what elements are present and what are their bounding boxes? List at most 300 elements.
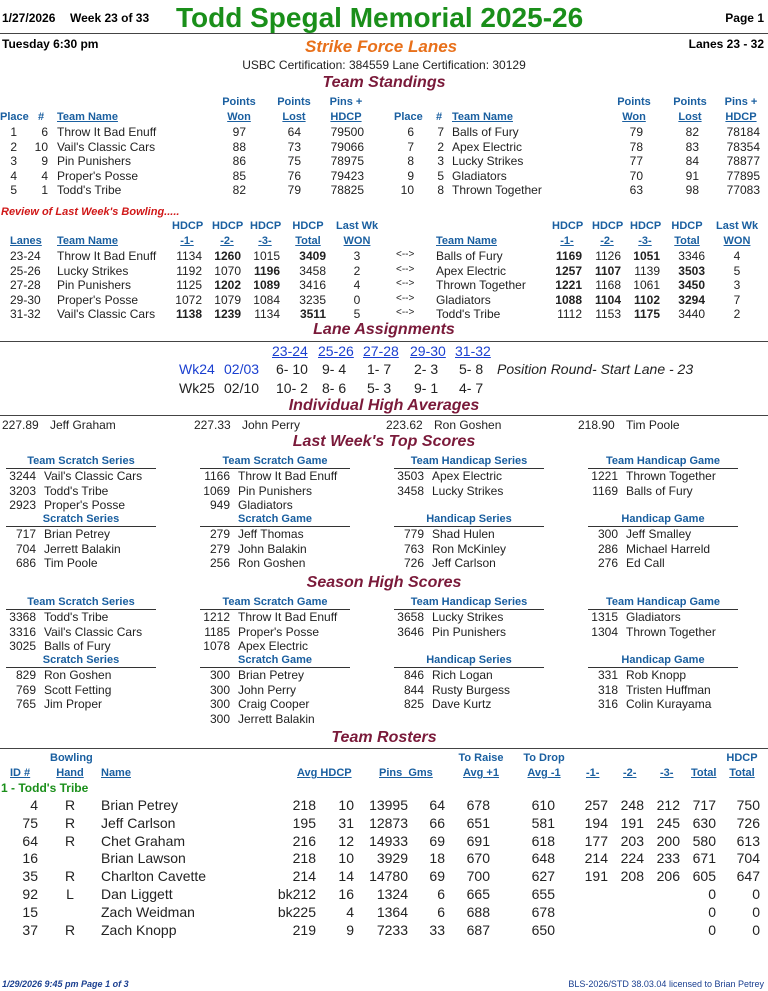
standing-pins: 77083 bbox=[726, 183, 760, 197]
review-team: Gladiators bbox=[436, 292, 491, 307]
col-team-name-2: Team Name bbox=[452, 111, 513, 123]
review-game: 1125 bbox=[176, 278, 202, 292]
report-date: 1/27/2026 bbox=[2, 11, 56, 25]
col-label: Pins + bbox=[724, 96, 758, 108]
review-col-top: HDCP bbox=[592, 220, 624, 232]
review-col-top: HDCP bbox=[671, 220, 703, 232]
bowler-handicap: 10 bbox=[338, 797, 354, 813]
score-value: 825 bbox=[403, 697, 424, 711]
rosters-title: Team Rosters bbox=[331, 729, 437, 746]
score-value: 949 bbox=[209, 498, 230, 512]
review-game: 1134 bbox=[254, 307, 280, 321]
score-value: 3503 bbox=[397, 469, 424, 483]
review-team: Pin Punishers bbox=[57, 278, 132, 292]
col-label: Points bbox=[617, 96, 651, 108]
score-value: 1166 bbox=[204, 469, 230, 483]
bowler-hdcp-total: 750 bbox=[736, 797, 760, 813]
col-hand: Hand bbox=[56, 767, 84, 779]
score-value: 763 bbox=[403, 541, 424, 556]
col-label: Points bbox=[222, 96, 256, 108]
standing-place: 1 bbox=[10, 125, 17, 139]
bowler-id: 37 bbox=[22, 921, 38, 938]
standing-won: 97 bbox=[232, 125, 246, 139]
bowler-total: 0 bbox=[708, 886, 716, 902]
review-game: 1169 bbox=[555, 249, 582, 263]
high-average-name: John Perry bbox=[242, 418, 301, 432]
review-title: Review of Last Week's Bowling..... bbox=[1, 206, 180, 218]
review-total: 3503 bbox=[678, 263, 705, 278]
high-average-name: Tim Poole bbox=[626, 418, 680, 432]
col-game3: -3- bbox=[660, 767, 674, 779]
score-name: Ron Goshen bbox=[44, 668, 112, 682]
bowler-pins: 13995 bbox=[369, 797, 408, 813]
review-team: Apex Electric bbox=[436, 263, 507, 278]
standing-won: 70 bbox=[629, 168, 643, 183]
score-name: Proper's Posse bbox=[44, 498, 125, 512]
review-col-bottom: WON bbox=[343, 235, 371, 247]
lane-pair-header: 23-24 bbox=[272, 343, 308, 359]
bowler-id: 64 bbox=[22, 832, 38, 849]
col-hdcp: HDCP bbox=[726, 752, 758, 764]
review-lanes: 29-30 bbox=[10, 292, 41, 307]
certification-line: USBC Certification: 384559 Lane Certification: 30129 bbox=[242, 58, 526, 72]
bowler-id: 35 bbox=[22, 868, 38, 885]
score-name: Vail's Classic Cars bbox=[44, 624, 143, 639]
score-name: Apex Electric bbox=[432, 469, 503, 483]
review-total: 3294 bbox=[678, 292, 705, 307]
standing-lost: 76 bbox=[287, 168, 301, 183]
review-col-top: HDCP bbox=[630, 220, 662, 232]
bowler-games: 6 bbox=[437, 903, 445, 920]
standing-won: 82 bbox=[232, 183, 246, 197]
bowler-total: 717 bbox=[692, 797, 716, 813]
bowler-id: 75 bbox=[22, 814, 38, 831]
bowler-game3: 212 bbox=[656, 797, 680, 813]
bowler-to-drop: 650 bbox=[531, 921, 555, 938]
bowler-total: 580 bbox=[692, 832, 716, 849]
score-name: Pin Punishers bbox=[432, 624, 507, 639]
col-team-name: Team Name bbox=[57, 111, 118, 123]
bowler-hdcp-total: 726 bbox=[736, 814, 760, 831]
standing-number: 7 bbox=[437, 125, 444, 139]
review-col-top: HDCP bbox=[552, 220, 584, 232]
review-game: 1202 bbox=[214, 278, 241, 292]
bowler-to-drop: 648 bbox=[531, 850, 555, 867]
review-col-top: HDCP bbox=[172, 220, 204, 232]
footer-timestamp: 1/29/2026 9:45 pm Page 1 of 3 bbox=[2, 979, 129, 989]
page-number: Page 1 bbox=[725, 11, 764, 25]
bowler-to-drop: 610 bbox=[531, 797, 555, 813]
bowler-games: 69 bbox=[429, 868, 445, 885]
bowler-game3: 206 bbox=[656, 868, 680, 885]
review-game: 1051 bbox=[633, 249, 660, 263]
score-value: 2923 bbox=[9, 498, 36, 512]
standing-pins: 78184 bbox=[726, 125, 760, 139]
score-value: 846 bbox=[403, 668, 424, 682]
col-to-raise: To Raise bbox=[458, 752, 504, 764]
bowler-games: 18 bbox=[429, 850, 445, 867]
standing-won: 79 bbox=[629, 125, 643, 139]
review-game: 1107 bbox=[594, 263, 621, 278]
standing-team: Proper's Posse bbox=[57, 168, 138, 183]
score-value: 300 bbox=[209, 697, 230, 711]
col-number-2: # bbox=[436, 111, 443, 123]
review-team: Proper's Posse bbox=[57, 292, 138, 307]
score-value: 316 bbox=[597, 697, 618, 711]
col-number: # bbox=[38, 111, 45, 123]
standing-won: 85 bbox=[232, 168, 246, 183]
bowler-total: 671 bbox=[692, 850, 716, 867]
standing-team: Throw It Bad Enuff bbox=[57, 125, 157, 139]
bowler-name: Brian Lawson bbox=[101, 850, 186, 867]
score-name: Thrown Together bbox=[626, 469, 716, 483]
standing-pins: 77895 bbox=[726, 168, 760, 183]
bowler-hand: R bbox=[64, 868, 76, 885]
score-value: 318 bbox=[597, 682, 618, 697]
col-points-lost-2 bbox=[673, 96, 707, 108]
review-team: Todd's Tribe bbox=[436, 307, 501, 321]
bowler-game1: 257 bbox=[584, 797, 608, 813]
score-value: 769 bbox=[15, 682, 36, 697]
review-team: Lucky Strikes bbox=[57, 263, 129, 278]
score-group-label: Handicap Series bbox=[394, 513, 544, 527]
review-won: 2 bbox=[733, 307, 741, 321]
score-name: Jeff Smalley bbox=[626, 527, 692, 541]
score-name: Brian Petrey bbox=[44, 527, 111, 541]
review-game: 1139 bbox=[634, 263, 660, 278]
review-col-top: Last Wk bbox=[336, 220, 379, 232]
score-name: Craig Cooper bbox=[238, 697, 310, 711]
review-lanes: 25-26 bbox=[10, 263, 41, 278]
versus-arrow: <--> bbox=[396, 249, 415, 260]
standing-pins: 78975 bbox=[330, 154, 364, 168]
score-value: 1185 bbox=[204, 624, 230, 639]
col-label: Points bbox=[673, 96, 707, 108]
score-value: 286 bbox=[597, 541, 618, 556]
bowler-to-raise: 651 bbox=[466, 814, 490, 831]
bowler-name: Jeff Carlson bbox=[101, 814, 176, 831]
standing-place: 8 bbox=[407, 154, 414, 168]
score-value: 279 bbox=[209, 541, 230, 556]
score-name: Vail's Classic Cars bbox=[44, 469, 143, 483]
col-avg-hdcp: Avg HDCP bbox=[297, 767, 352, 779]
score-value: 3316 bbox=[9, 624, 36, 639]
score-group-label: Team Handicap Game bbox=[588, 455, 738, 469]
review-col-bottom: Total bbox=[295, 235, 321, 247]
bowler-pins: 1364 bbox=[376, 903, 408, 920]
standing-place: 10 bbox=[400, 183, 414, 197]
standing-place: 4 bbox=[10, 168, 17, 183]
standing-team: Balls of Fury bbox=[452, 125, 519, 139]
review-game: 1239 bbox=[214, 307, 241, 321]
bowler-id: 92 bbox=[22, 886, 38, 902]
score-group-label: Scratch Series bbox=[6, 654, 156, 668]
standing-place: 7 bbox=[407, 139, 414, 154]
bowler-pins: 14933 bbox=[369, 832, 408, 849]
bowler-game1: 177 bbox=[584, 832, 608, 849]
col-game1: -1- bbox=[586, 767, 600, 779]
score-value: 1212 bbox=[203, 610, 230, 624]
standing-team: Gladiators bbox=[452, 168, 507, 183]
score-value: 829 bbox=[15, 668, 36, 682]
bowler-hand: R bbox=[64, 814, 76, 831]
score-value: 276 bbox=[597, 556, 618, 570]
score-name: Todd's Tribe bbox=[44, 483, 109, 498]
bowler-game2: 224 bbox=[620, 850, 644, 867]
bowler-name: Brian Petrey bbox=[101, 797, 179, 813]
score-value: 765 bbox=[15, 697, 36, 711]
review-game: 1084 bbox=[253, 292, 280, 307]
review-game: 1070 bbox=[214, 263, 241, 278]
footer-license: BLS-2026/STD 38.03.04 licensed to Brian Petrey bbox=[568, 979, 764, 989]
bowler-handicap: 12 bbox=[338, 832, 354, 849]
bowler-name: Charlton Cavette bbox=[101, 868, 207, 885]
score-name: Gladiators bbox=[238, 498, 293, 512]
review-won: 3 bbox=[733, 278, 741, 292]
score-name: Gladiators bbox=[626, 610, 681, 624]
bowler-name: Chet Graham bbox=[101, 832, 186, 849]
versus-arrow: <--> bbox=[396, 292, 415, 304]
team-pairing: 2- 3 bbox=[414, 361, 439, 377]
col-total: Total bbox=[691, 767, 717, 779]
bowler-hdcp-total: 704 bbox=[736, 850, 760, 867]
score-name: Michael Harreld bbox=[626, 541, 711, 556]
bowler-game1: 191 bbox=[584, 868, 608, 885]
score-name: Jerrett Balakin bbox=[44, 541, 121, 556]
review-game: 1196 bbox=[253, 263, 280, 278]
standing-pins: 79066 bbox=[330, 139, 364, 154]
bowler-id: 4 bbox=[30, 797, 38, 813]
score-value: 300 bbox=[209, 711, 230, 726]
bowler-average: 216 bbox=[292, 832, 316, 849]
bowler-handicap: 9 bbox=[346, 921, 354, 938]
bowler-average: 219 bbox=[292, 921, 316, 938]
score-value: 704 bbox=[15, 541, 36, 556]
bowler-hdcp-total: 0 bbox=[752, 886, 760, 902]
bowler-to-raise: 678 bbox=[466, 797, 490, 813]
review-lanes: 23-24 bbox=[10, 249, 41, 263]
bowler-hand: L bbox=[66, 886, 74, 902]
score-value: 1078 bbox=[203, 639, 230, 653]
col-hdcp: HDCP bbox=[330, 111, 362, 123]
bowler-games: 69 bbox=[429, 832, 445, 849]
review-team: Vail's Classic Cars bbox=[57, 307, 156, 321]
review-total: 3346 bbox=[678, 249, 705, 263]
bowler-average: 195 bbox=[292, 814, 316, 831]
col-raise: Avg +1 bbox=[463, 767, 499, 779]
review-game: 1153 bbox=[595, 307, 621, 321]
bowler-to-drop: 581 bbox=[531, 814, 555, 831]
score-name: Jim Proper bbox=[44, 697, 103, 711]
score-name: Lucky Strikes bbox=[432, 610, 504, 624]
bowler-game2: 203 bbox=[620, 832, 644, 849]
col-lost-2: Lost bbox=[678, 111, 702, 123]
bowler-to-raise: 670 bbox=[466, 850, 490, 867]
score-value: 1315 bbox=[591, 610, 618, 624]
versus-arrow: <--> bbox=[396, 307, 415, 318]
review-col-bottom: -1- bbox=[180, 235, 194, 247]
bowler-hand: R bbox=[64, 921, 76, 938]
review-won: 4 bbox=[353, 278, 361, 292]
team-pairing: 6- 10 bbox=[276, 361, 308, 377]
score-value: 1221 bbox=[591, 469, 618, 483]
bowler-total: 630 bbox=[692, 814, 716, 831]
review-game: 1061 bbox=[633, 278, 660, 292]
bowler-average: 218 bbox=[292, 797, 316, 813]
standing-lost: 83 bbox=[685, 139, 699, 154]
score-name: Ron McKinley bbox=[432, 541, 507, 556]
score-group-label: Team Handicap Series bbox=[394, 455, 544, 469]
bowler-games: 66 bbox=[429, 814, 445, 831]
team-pairing: 5- 3 bbox=[367, 379, 392, 396]
bowler-to-drop: 618 bbox=[531, 832, 555, 849]
review-col-bottom: -3- bbox=[638, 235, 652, 247]
score-group-label: Team Handicap Game bbox=[588, 596, 738, 610]
review-won: 2 bbox=[353, 263, 361, 278]
review-game: 1138 bbox=[175, 307, 202, 321]
score-value: 300 bbox=[597, 527, 618, 541]
col-points-won-2 bbox=[617, 96, 651, 108]
standing-place: 3 bbox=[10, 154, 17, 168]
bowler-games: 64 bbox=[429, 797, 445, 813]
standing-number: 2 bbox=[437, 139, 444, 154]
standing-team: Apex Electric bbox=[452, 139, 523, 154]
score-name: Pin Punishers bbox=[238, 483, 313, 498]
standing-team: Vail's Classic Cars bbox=[57, 139, 156, 154]
standing-pins: 79500 bbox=[330, 125, 364, 139]
score-name: Jeff Carlson bbox=[432, 556, 496, 570]
bowler-id: 15 bbox=[22, 903, 38, 920]
bowler-hdcp-total: 613 bbox=[736, 832, 760, 849]
versus-arrow: <--> bbox=[396, 278, 415, 289]
high-average-value: 227.33 bbox=[194, 418, 231, 432]
review-col-top: HDCP bbox=[250, 220, 282, 232]
standing-lost: 84 bbox=[685, 154, 699, 168]
bowler-total: 605 bbox=[692, 868, 716, 885]
team-pairing: 5- 8 bbox=[459, 361, 484, 377]
score-name: Jerrett Balakin bbox=[238, 711, 315, 726]
review-game: 1072 bbox=[175, 292, 202, 307]
col-pins-2 bbox=[723, 96, 759, 108]
col-id: ID # bbox=[10, 767, 31, 779]
score-value: 1169 bbox=[592, 483, 618, 498]
col-pins-1 bbox=[328, 96, 364, 108]
score-group-label: Team Scratch Game bbox=[200, 455, 350, 469]
review-col-bottom: -3- bbox=[258, 235, 272, 247]
score-name: Thrown Together bbox=[626, 624, 716, 639]
col-bowling: Bowling bbox=[50, 752, 93, 764]
review-total: 3511 bbox=[299, 307, 326, 321]
review-game: 1257 bbox=[555, 263, 582, 278]
review-team: Balls of Fury bbox=[436, 249, 503, 263]
score-group-label: Team Scratch Series bbox=[6, 596, 156, 610]
review-total: 3440 bbox=[678, 307, 705, 321]
review-col-bottom: Total bbox=[674, 235, 700, 247]
high-averages-title: Individual High Averages bbox=[288, 397, 480, 414]
score-name: Ron Goshen bbox=[238, 556, 306, 570]
score-name: Apex Electric bbox=[238, 639, 309, 653]
bowler-hdcp-total: 0 bbox=[752, 903, 760, 920]
high-average-name: Ron Goshen bbox=[434, 418, 502, 432]
review-game: 1089 bbox=[253, 278, 280, 292]
standing-won: 63 bbox=[629, 183, 643, 197]
score-name: Scott Fetting bbox=[44, 682, 112, 697]
bowler-games: 6 bbox=[437, 886, 445, 902]
review-won: 3 bbox=[353, 249, 361, 263]
col-points-won-1 bbox=[222, 96, 256, 108]
score-group-label: Team Scratch Game bbox=[200, 596, 350, 610]
standing-won: 77 bbox=[629, 154, 643, 168]
score-name: Proper's Posse bbox=[238, 624, 319, 639]
standing-team: Thrown Together bbox=[452, 183, 542, 197]
bowler-handicap: 10 bbox=[338, 850, 354, 867]
standing-number: 8 bbox=[437, 183, 444, 197]
score-value: 3244 bbox=[9, 469, 36, 483]
score-name: Throw It Bad Enuff bbox=[238, 610, 338, 624]
bowler-to-drop: 627 bbox=[531, 868, 555, 885]
bowler-average: bk225 bbox=[277, 903, 316, 920]
col-game2: -2- bbox=[623, 767, 637, 779]
score-value: 3646 bbox=[397, 624, 424, 639]
review-col-top: HDCP bbox=[292, 220, 324, 232]
bowler-to-drop: 678 bbox=[531, 903, 555, 920]
review-game: 1134 bbox=[176, 249, 202, 263]
score-value: 3025 bbox=[9, 639, 36, 653]
standing-team: Pin Punishers bbox=[57, 154, 132, 168]
week-label: Week 23 of 33 bbox=[70, 11, 150, 25]
bowler-game3: 245 bbox=[656, 814, 680, 831]
bowler-game3: 200 bbox=[656, 832, 680, 849]
review-game: 1079 bbox=[214, 292, 241, 307]
score-name: Tim Poole bbox=[44, 556, 98, 570]
bowler-pins: 1324 bbox=[376, 886, 408, 902]
lane-pair-header: 25-26 bbox=[318, 343, 354, 359]
score-group-label: Handicap Series bbox=[394, 654, 544, 668]
bowler-game1: 214 bbox=[584, 850, 608, 867]
bowler-name: Zach Weidman bbox=[101, 903, 195, 920]
score-name: Jeff Thomas bbox=[238, 527, 304, 541]
high-average-value: 218.90 bbox=[578, 418, 615, 432]
standing-lost: 98 bbox=[685, 183, 699, 197]
col-hdcp-2: HDCP bbox=[725, 111, 757, 123]
review-won: 5 bbox=[353, 307, 361, 321]
score-group-label: Scratch Series bbox=[6, 513, 156, 527]
standing-lost: 73 bbox=[287, 139, 301, 154]
bowler-to-raise: 665 bbox=[466, 886, 490, 902]
standing-team: Todd's Tribe bbox=[57, 183, 122, 197]
review-col-team: Team Name bbox=[57, 235, 118, 247]
standing-number: 1 bbox=[41, 183, 48, 197]
review-game: 1175 bbox=[633, 307, 660, 321]
col-place-2: Place bbox=[394, 111, 423, 123]
bowler-pins: 3929 bbox=[376, 850, 408, 867]
col-drop: Avg -1 bbox=[527, 767, 561, 779]
bowler-name: Zach Knopp bbox=[101, 921, 177, 938]
score-name: Rob Knopp bbox=[626, 668, 687, 682]
score-value: 686 bbox=[15, 556, 36, 570]
lane-range: Lanes 23 - 32 bbox=[688, 37, 764, 51]
standing-lost: 91 bbox=[685, 168, 699, 183]
review-total: 3458 bbox=[299, 263, 326, 278]
score-name: John Perry bbox=[238, 682, 297, 697]
standing-place: 5 bbox=[10, 183, 17, 197]
standing-won: 78 bbox=[629, 139, 643, 154]
bowler-handicap: 14 bbox=[338, 868, 354, 885]
score-name: Balls of Fury bbox=[626, 483, 693, 498]
score-group-label: Team Handicap Series bbox=[394, 596, 544, 610]
col-won-2: Won bbox=[622, 111, 646, 123]
standing-pins: 78825 bbox=[330, 183, 364, 197]
